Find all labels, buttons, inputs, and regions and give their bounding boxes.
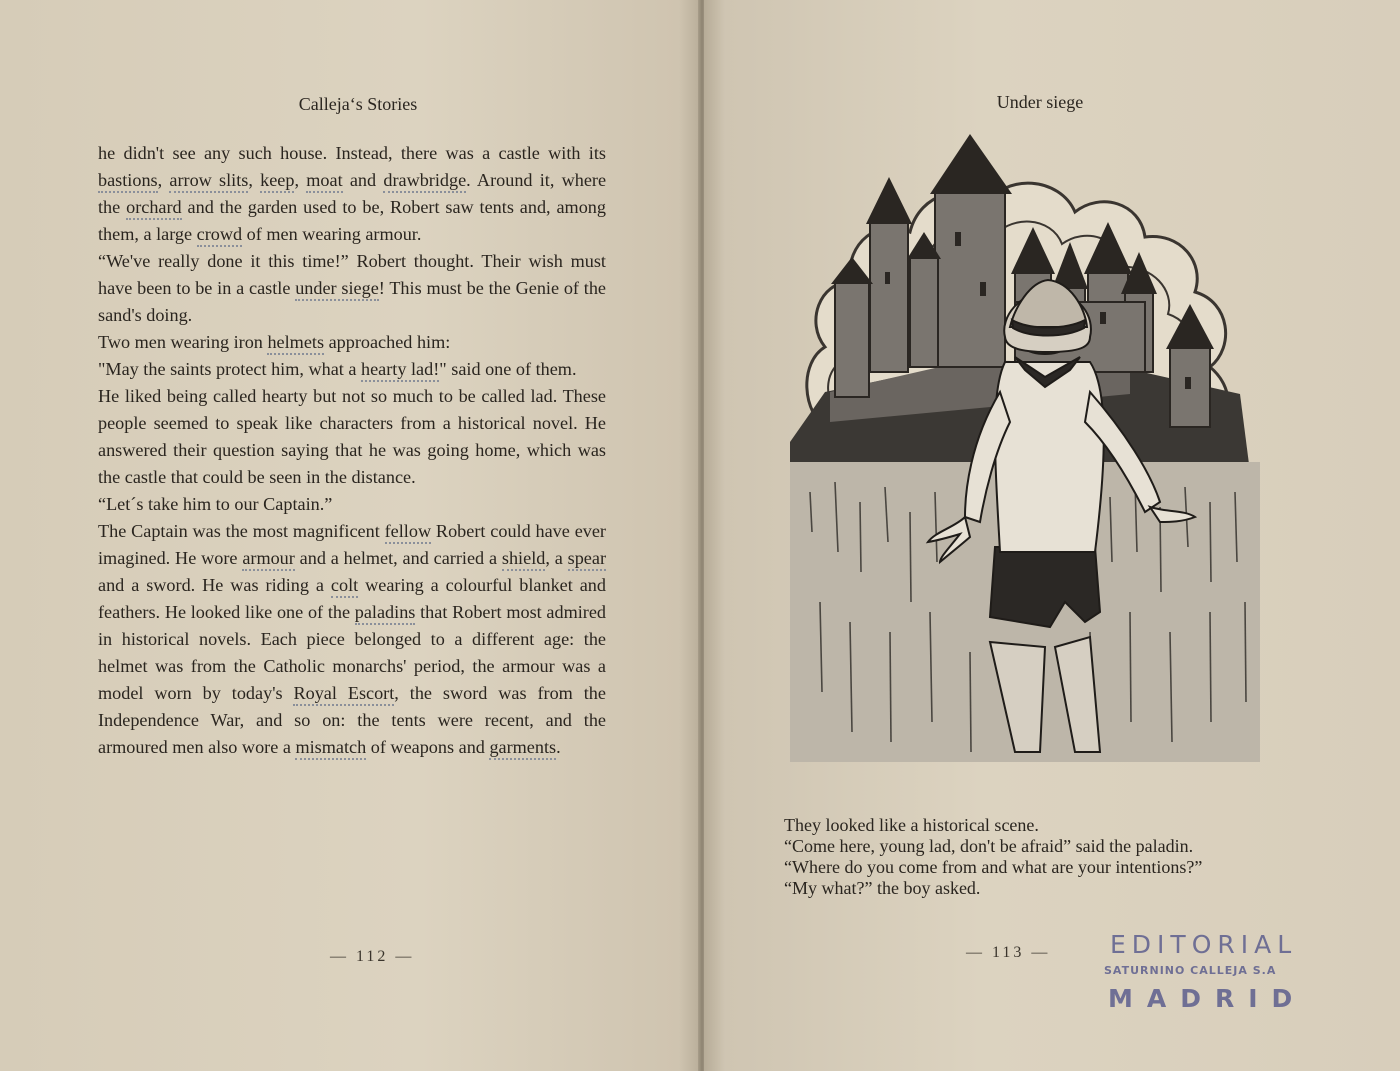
- stamp-line-1: EDITORIAL: [1110, 930, 1298, 959]
- glossary-term[interactable]: bastions: [98, 170, 158, 193]
- publisher-stamp: [1104, 930, 1314, 1020]
- page-number-left: — 112 —: [330, 948, 415, 965]
- glossary-term[interactable]: shield: [502, 548, 545, 571]
- castle-illustration: [790, 132, 1260, 762]
- glossary-term[interactable]: spear: [568, 548, 606, 571]
- paragraph: “My what?” the boy asked.: [784, 878, 981, 898]
- paragraph: Two men wearing iron helmets approached him:: [98, 329, 606, 356]
- right-body-text: [784, 815, 1294, 899]
- paragraph: They looked like a historical scene.: [784, 815, 1039, 835]
- paragraph: He liked being called hearty but not so much to be called lad. These people seemed to speak like characters from a historical novel. He answered their question saying that he was going home, which was the castle that could be seen in the distance.: [98, 386, 606, 487]
- left-body-text: [98, 140, 606, 761]
- paragraph: “We've really done it this time!” Robert thought. Their wish must have been to be in a castle under siege! This must be the Genie of the sand's doing.: [98, 251, 607, 325]
- glossary-term[interactable]: crowd: [197, 224, 242, 247]
- glossary-term[interactable]: hearty lad!: [361, 359, 439, 382]
- right-page: [704, 0, 1400, 1071]
- paragraph: The Captain was the most magnificent fellow Robert could have ever imagined. He wore armour and a helmet, and carried a shield, a spear and a sword. He was riding a colt wearing a colourful blanket and feathers. He looked like one of the paladins that Robert most admired in historical novels. Each piece belonged to a different age: the helmet was from the Catholic monarchs' period, the armour was a model worn by today's Royal Escort, the sword was from the Independence War, and so on: the tents were recent, and the armoured men also wore a mismatch of weapons and garments.: [98, 518, 606, 761]
- paragraph: he didn't see any such house. Instead, there was a castle with its bastions, arrow slits, keep, moat and drawbridge. Around it, where the orchard and the garden used to be, Robert saw tents and, among them, a large crowd of men wearing armour.: [98, 140, 606, 248]
- glossary-term[interactable]: moat: [306, 170, 342, 193]
- glossary-term[interactable]: keep: [260, 170, 294, 193]
- glossary-term[interactable]: colt: [331, 575, 358, 598]
- running-head-left: Callejaʻs Stories: [298, 94, 418, 114]
- running-head-right: Under siege: [996, 92, 1084, 112]
- stamp-line-2: SATURNINO CALLEJA S.A: [1104, 964, 1277, 977]
- glossary-term[interactable]: drawbridge: [383, 170, 466, 193]
- paragraph: “Come here, young lad, don't be afraid” said the paladin.: [784, 836, 1194, 856]
- stamp-line-3: MADRID: [1108, 984, 1307, 1013]
- glossary-term[interactable]: mismatch: [295, 737, 366, 760]
- glossary-term[interactable]: garments: [489, 737, 556, 760]
- paragraph: "May the saints protect him, what a hearty lad!" said one of them.: [98, 356, 606, 383]
- paragraph: “Where do you come from and what are your intentions?”: [784, 857, 1203, 877]
- page-number-right: — 113 —: [966, 944, 1051, 961]
- glossary-term[interactable]: under siege: [295, 278, 379, 301]
- glossary-term[interactable]: arrow slits: [169, 170, 248, 193]
- glossary-term[interactable]: Royal Escort: [293, 683, 394, 706]
- glossary-term[interactable]: fellow: [385, 521, 431, 544]
- glossary-term[interactable]: helmets: [267, 332, 324, 355]
- glossary-term[interactable]: orchard: [126, 197, 182, 220]
- paragraph: “Let´s take him to our Captain.”: [98, 494, 333, 514]
- glossary-term[interactable]: armour: [242, 548, 295, 571]
- glossary-term[interactable]: paladins: [355, 602, 416, 625]
